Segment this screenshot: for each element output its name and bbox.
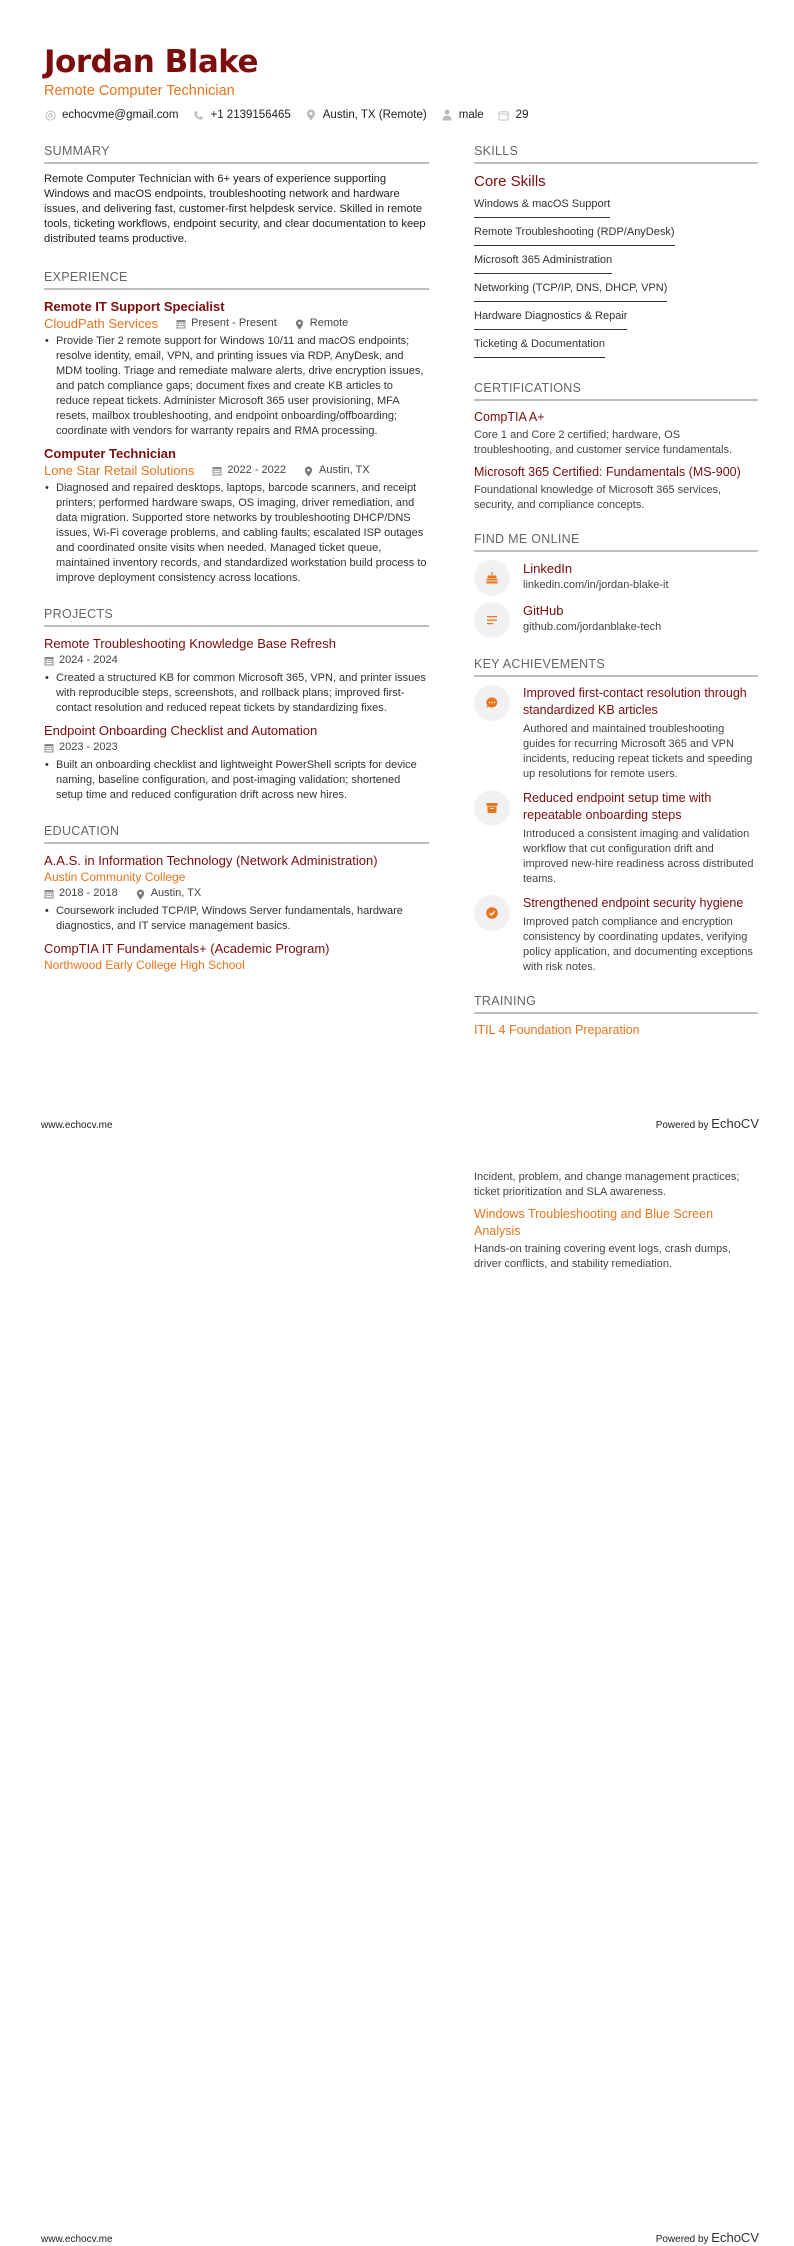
education-location (136, 885, 202, 902)
calendar-icon (44, 656, 54, 666)
gender-value: male (458, 109, 484, 121)
section-title-experience: EXPERIENCE (44, 269, 429, 290)
online-item-github[interactable] (474, 602, 758, 638)
education-item (44, 940, 429, 972)
education-section (44, 823, 429, 972)
check-circle-icon (474, 895, 510, 931)
contact-age (498, 109, 529, 121)
section-title-achievements: KEY ACHIEVEMENTS (474, 656, 758, 677)
footer-brand: EchoCV (711, 1116, 759, 1131)
dates-text: 2018 - 2018 (59, 887, 118, 899)
at-icon (44, 109, 56, 121)
lines-icon (474, 602, 510, 638)
skills-section (474, 143, 758, 362)
location-value: Austin, TX (Remote) (322, 109, 427, 121)
online-link[interactable]: github.com/jordanblake-tech (523, 621, 662, 633)
institution-name: Northwood Early College High School (44, 958, 245, 972)
section-title-skills: SKILLS (474, 143, 758, 164)
education-meta (44, 885, 429, 902)
job-bullets (44, 481, 429, 586)
project-dates (44, 739, 118, 756)
project-item (44, 635, 429, 716)
person-icon (441, 109, 453, 121)
summary-section (44, 143, 429, 247)
phone-icon (193, 109, 205, 121)
footer-website[interactable]: www.echocv.me (41, 2234, 113, 2245)
training-section (474, 993, 758, 1039)
achievement-title: Reduced endpoint setup time with repeatable onboarding steps (523, 791, 712, 822)
achievement-item (474, 685, 758, 782)
calendar-icon (44, 743, 54, 753)
skill-group-title: Core Skills (474, 173, 546, 190)
project-meta (44, 739, 429, 756)
certifications-section (474, 380, 758, 513)
page-footer (41, 1116, 759, 1131)
skill-item: Hardware Diagnostics & Repair (474, 307, 627, 330)
job-meta (44, 315, 429, 332)
location-text: Austin, TX (150, 887, 202, 899)
achievement-desc: Introduced a consistent imaging and validation workflow that cut configuration drift and improved new-hire readiness across distributed teams. (523, 828, 754, 885)
footer-brand: EchoCV (711, 2230, 759, 2245)
contact-phone[interactable] (193, 109, 291, 121)
bullet-item: • Diagnosed and repaired desktops, laptops, barcode scanners, and receipt printers; performed hardware swaps, OS imaging, driver remediation, and data migration. Supported store networks by troubleshooting DHCP/DNS issues, Wi-Fi coverage problems, and cabling faults; escalated ISP outages and coordinated onsite visits when needed. Managed ticket queue, maintained inventory records, and standardized workstation build process to improve deployment consistency across locations. (56, 481, 429, 586)
experience-section (44, 269, 429, 586)
location-text: Austin, TX (319, 464, 370, 476)
powered-by-label: Powered by (655, 1120, 709, 1131)
location-pin-icon (305, 109, 317, 121)
cert-desc: Foundational knowledge of Microsoft 365 services, security, and compliance concepts. (474, 484, 722, 511)
degree-title: CompTIA IT Fundamentals+ (Academic Program) (44, 941, 330, 956)
contact-bar (44, 109, 542, 121)
online-section (474, 531, 758, 638)
calendar-icon (44, 889, 54, 899)
bullet-item: • Built an onboarding checklist and lightweight PowerShell scripts for device naming, baseline configuration, and post-imaging validation; shortened setup time and reduced configuration drift across new hires. (56, 758, 429, 803)
online-title: LinkedIn (523, 561, 573, 576)
page2-right-column (474, 1168, 758, 1278)
training-desc: Incident, problem, and change management practices; ticket prioritization and SLA awareness. (474, 1171, 740, 1198)
project-title: Remote Troubleshooting Knowledge Base Refresh (44, 636, 336, 651)
job-title: Remote IT Support Specialist (44, 299, 225, 314)
dates-text: 2024 - 2024 (59, 654, 118, 666)
training-title: Windows Troubleshooting and Blue Screen Analysis (474, 1207, 714, 1238)
experience-item (44, 445, 429, 586)
skill-item: Networking (TCP/IP, DNS, DHCP, VPN) (474, 279, 667, 302)
footer-website[interactable]: www.echocv.me (41, 1120, 113, 1131)
archive-box-icon (474, 790, 510, 826)
project-title: Endpoint Onboarding Checklist and Automation (44, 723, 318, 738)
achievements-section (474, 656, 758, 975)
company-name: CloudPath Services (44, 316, 159, 331)
achievement-title: Strengthened endpoint security hygiene (523, 896, 744, 910)
section-title-summary: SUMMARY (44, 143, 429, 164)
skill-item: Remote Troubleshooting (RDP/AnyDesk) (474, 223, 675, 246)
email-value: echocvme@gmail.com (62, 109, 179, 121)
education-item (44, 852, 429, 934)
left-column (44, 143, 429, 982)
location-pin-icon (136, 889, 146, 899)
location-pin-icon (295, 319, 305, 329)
cert-title: CompTIA A+ (474, 410, 545, 424)
powered-by-label: Powered by (655, 2234, 709, 2245)
achievement-item (474, 895, 758, 975)
bullet-item: • Provide Tier 2 remote support for Windows 10/11 and macOS endpoints; resolve identity, email, VPN, and printing issues via RDP, AnyDesk, and MDM tooling. Triage and remediate malware alerts, drive encryption issues, and patch compliance gaps; document fixes and create KB articles to reduce repeat tickets. Administer Microsoft 365 user provisioning, MFA resets, mailbox troubleshooting, and endpoint onboarding/offboarding; coordinate with vendors for warranty repairs and RMA processing. (56, 334, 429, 439)
online-link[interactable]: linkedin.com/in/jordan-blake-it (523, 579, 669, 591)
location-pin-icon (304, 466, 314, 476)
candidate-role: Remote Computer Technician (44, 83, 235, 99)
age-value: 29 (515, 109, 529, 121)
degree-title: A.A.S. in Information Technology (Network Administration) (44, 853, 378, 868)
job-dates (212, 462, 286, 479)
job-dates (176, 315, 277, 332)
section-title-certifications: CERTIFICATIONS (474, 380, 758, 401)
bullet-item: • Coursework included TCP/IP, Windows Server fundamentals, hardware diagnostics, and IT service management basics. (56, 904, 429, 934)
footer-powered (656, 2230, 759, 2245)
skill-item: Windows & macOS Support (474, 195, 610, 218)
summary-text: Remote Computer Technician with 6+ years of experience supporting Windows and macOS endpoints, troubleshooting network and hardware issues, and delivering fast, customer-first helpdesk service. Skilled in remote tools, ticketing workflows, endpoint security, and clear documentation to keep distributed teams productive. (44, 173, 426, 245)
dates-text: 2023 - 2023 (59, 741, 118, 753)
job-location (295, 315, 349, 332)
job-meta (44, 462, 429, 479)
contact-gender (441, 109, 484, 121)
skill-item: Ticketing & Documentation (474, 335, 605, 358)
skill-item: Microsoft 365 Administration (474, 251, 612, 274)
training-title: ITIL 4 Foundation Preparation (474, 1023, 640, 1037)
calendar-icon (176, 319, 186, 329)
location-text: Remote (309, 317, 349, 329)
calendar-icon (212, 466, 222, 476)
achievement-title: Improved first-contact resolution through standardized KB articles (523, 686, 747, 717)
section-title-projects: PROJECTS (44, 606, 429, 627)
cert-title: Microsoft 365 Certified: Fundamentals (MS-900) (474, 465, 741, 479)
online-item-linkedin[interactable] (474, 560, 758, 596)
project-meta (44, 652, 429, 669)
footer-powered (656, 1116, 759, 1131)
chat-bubble-icon (474, 685, 510, 721)
cert-desc: Core 1 and Core 2 certified; hardware, OS troubleshooting, and customer service fundamentals. (474, 429, 733, 456)
education-dates (44, 885, 118, 902)
bullet-item: • Created a structured KB for common Microsoft 365, VPN, and printer issues with reproducible steps, screenshots, and rollback plans; improved first-contact resolution and reduced repeat tickets by standardizing fixes. (56, 671, 429, 716)
dates-text: 2022 - 2022 (227, 464, 287, 476)
achievement-desc: Improved patch compliance and encryption consistency by coordinating updates, verifying policy application, and documenting exceptions with risk notes. (523, 916, 753, 973)
section-title-education: EDUCATION (44, 823, 429, 844)
section-title-training: TRAINING (474, 993, 758, 1014)
job-bullets (44, 334, 429, 439)
contact-email[interactable] (44, 109, 179, 121)
projects-section (44, 606, 429, 803)
page-footer (41, 2230, 759, 2245)
achievement-desc: Authored and maintained troubleshooting guides for recurring Microsoft 365 and VPN incidents, reducing repeat tickets and speeding up resolutions for remote users. (523, 723, 753, 780)
dates-text: Present - Present (191, 317, 277, 329)
right-column (474, 143, 758, 1053)
phone-value: +1 2139156465 (210, 109, 291, 121)
project-bullets (44, 758, 429, 803)
online-title: GitHub (523, 603, 564, 618)
institution-name: Austin Community College (44, 870, 186, 884)
job-location (304, 462, 370, 479)
experience-item (44, 298, 429, 439)
section-title-online: FIND ME ONLINE (474, 531, 758, 552)
education-bullets (44, 904, 429, 934)
candidate-name: Jordan Blake (44, 44, 259, 80)
resume-header (44, 44, 258, 100)
calendar-icon (498, 109, 510, 121)
project-item (44, 722, 429, 803)
company-name: Lone Star Retail Solutions (44, 463, 195, 478)
project-bullets (44, 671, 429, 716)
cake-icon (474, 560, 510, 596)
achievement-item (474, 790, 758, 887)
training-desc: Hands-on training covering event logs, crash dumps, driver conflicts, and stability remediation. (474, 1243, 731, 1270)
job-title: Computer Technician (44, 446, 176, 461)
project-dates (44, 652, 118, 669)
contact-location (305, 109, 427, 121)
